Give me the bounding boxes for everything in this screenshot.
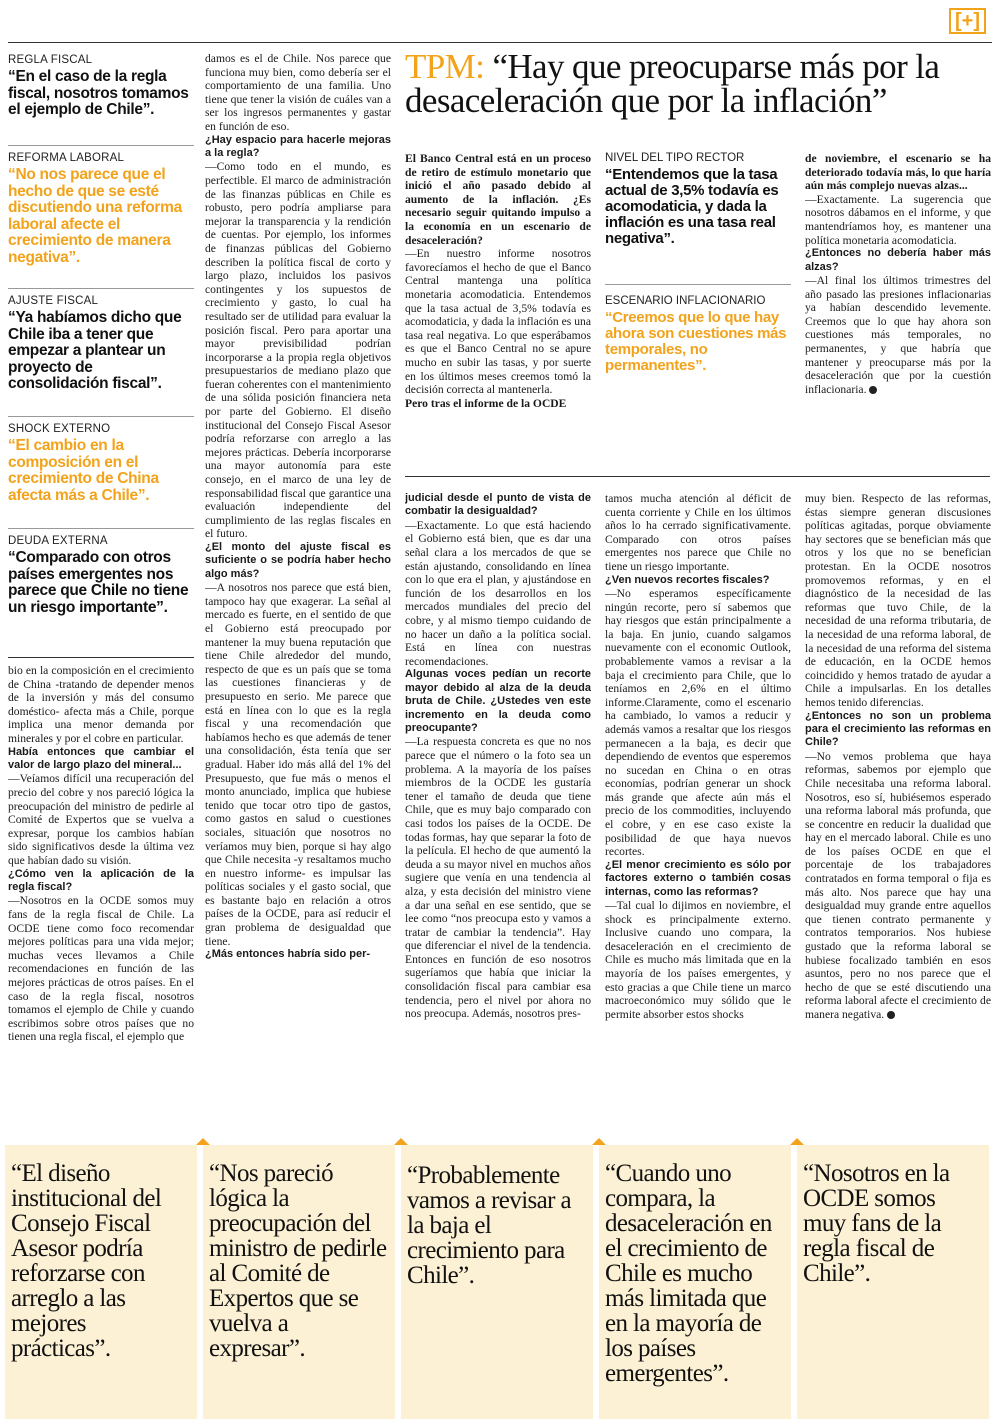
body-paragraph xyxy=(205,160,391,541)
headline xyxy=(405,47,990,120)
body-paragraph xyxy=(605,587,791,859)
pull-quote-marker xyxy=(196,1138,210,1145)
question xyxy=(405,152,591,247)
paragraph-text: Pero tras el informe de la OCDE xyxy=(405,396,567,410)
paragraph-text: ¿Más entonces habría sido per- xyxy=(205,948,371,961)
column-4-top-quotes xyxy=(605,152,791,374)
body-paragraph xyxy=(205,52,391,134)
paragraph-text: tamos mucha atención al déficit de cuenta corriente y Chile en los últimos años lo ha cerrado significativamente. Comparado con otros países emergentes nos parece que Chile no tiene un riesgo importante. xyxy=(605,492,791,573)
sidebar-quote: “Comparado con otros países emergentes nos parece que Chile no tiene un riesgo importante”. xyxy=(8,549,189,616)
body-paragraph xyxy=(405,519,591,669)
question xyxy=(205,541,391,581)
question xyxy=(605,574,791,587)
paragraph-text: ¿Ven nuevos recortes fiscales? xyxy=(605,573,770,586)
body-paragraph xyxy=(805,193,991,247)
paragraph-text: Algunas voces pedían un recorte mayor debido al alza de la deuda bruta de Chile. ¿Ustedes ven este incremento en la deuda como preocupante? xyxy=(405,668,591,734)
column-1-bottom xyxy=(8,664,194,1112)
headline-prefix: TPM: xyxy=(405,47,485,86)
side-quote: “Entendemos que la tasa actual de 3,5% todavía es acomodaticia, y dada la inflación es una tasa real negativa”. xyxy=(605,166,779,247)
paragraph-text: Había entonces que cambiar el valor de largo plazo del mineral... xyxy=(8,745,194,771)
sidebar-label: REGLA FISCAL xyxy=(8,54,93,66)
top-rule xyxy=(8,42,992,43)
sidebar-label: DEUDA EXTERNA xyxy=(8,535,108,547)
pull-quote-card xyxy=(203,1145,395,1419)
question xyxy=(205,134,391,161)
question xyxy=(605,859,791,899)
sidebar-label: AJUSTE FISCAL xyxy=(8,295,99,307)
question xyxy=(405,397,591,411)
pull-quote-card xyxy=(5,1145,197,1419)
pull-quote: “Probablemente vamos a revisar a la baja el crecimiento para Chile”. xyxy=(407,1162,572,1289)
body-paragraph xyxy=(805,274,991,396)
body-paragraph xyxy=(605,492,791,574)
pull-quote: “Nos pareció lógica la preocupación del ministro de pedirle al Comité de Expertos que se vuelva a expresar”. xyxy=(209,1160,387,1362)
paragraph-text: —A nosotros nos parece que está bien, tampoco hay que exagerar. La señal al mercado es fuerte, en el sentido de que el Gobierno está preocupado por mantener la muy buena reputación que tiene Chile alrededor del mundo, respecto de que es un país que se toma las cuestiones financieras y de presupuesto en serio. Me parece que está en línea con lo que es la regla fiscal y una recomendación que habíamos hecho es que además de tener una consolidación, ésta tenía que ser gradual. Haber ido más allá del 1% del Presupuesto, que fue más o menos el monto anunciado, implica que hubiese tenido que tocar otro tipo de gastos, como gastos en salud o cuestiones sociales, situación que nosotros no veríamos muy bien, porque si hay algo que Chile necesita -y resaltamos mucho en nuestro informe- es impulsar las políticas sociales y el gasto social, que es bastante bajo en relación a otros países de la OCDE, para así reducir el gran problema de desigualdad que tiene. xyxy=(205,581,391,948)
pull-quote-card xyxy=(797,1145,989,1419)
pull-quote: “Nosotros en la OCDE somos muy fans de la regla fiscal de Chile”. xyxy=(803,1160,950,1287)
pull-quote-marker xyxy=(790,1138,804,1145)
paragraph-text: ¿El menor crecimiento es sólo por factores externo o también cosas internas, como las reformas? xyxy=(605,858,791,898)
side-quote-block xyxy=(605,284,791,374)
paragraph-text: —Exactamente. La sugerencia que nosotros dábamos en el informe, y que mantendríamos hoy, es mantener una política monetaria acomodaticia. xyxy=(805,192,991,247)
question xyxy=(405,492,591,519)
paragraph-text: damos es el de Chile. Nos parece que funciona muy bien, como debería ser el comportamiento de una familia. Uno tiene que tener la visión de cuáles van a ser los ingresos permanentes y gastar en función de eso. xyxy=(205,52,391,133)
paragraph-text: —La respuesta concreta es que no nos parece que el número o la foto sea un problema. A la mayoría de los países miembros de la OCDE les gustaría tener el tamaño de deuda que tiene Chile, que es muy bajo comparado con casi todos los países de la OCDE. De todas formas, hay que separar la foto de la película. El hecho de que aumentó la deuda a su mayor nivel en muchos años sugiere que venía en una tendencia al alza, y esta decisión del ministro viene a dar una señal en ese sentido, que se lee como “nos preocupa esto y vamos a tratar de cambiar la tendencia”. Hay que diferenciar el nivel de la tendencia. Entonces en función de eso nosotros sugeríamos que había que iniciar la consolidación fiscal para cambiar esa tendencia, pero el nivel por ahora no nos preocupa. Además, nosotros pres- xyxy=(405,735,591,1021)
paragraph-text: —Al final los últimos trimestres del año pasado las presiones inflacionarias ya habían descendido levemente. Creemos que lo que hay ahora son cuestiones más temporales, no permanentes, y que habría que mantener y preocuparse más por la desaceleración que por la cuestión inflacionaria. xyxy=(805,273,991,396)
section-mark: [+] xyxy=(949,8,986,34)
body-paragraph xyxy=(805,492,991,710)
paragraph-text: —No esperamos específicamente ningún recorte, pero sí sabemos que hay riesgos que están principalmente a la baja. En junio, cuando salgamos nuevamente con el economic Outlook, probablemente vamos a revisar a la baja el crecimiento para Chile, que lo teníamos en 2,6% en el último informe.Claramente, como el escenario ha cambiado, lo vamos a reducir y además vamos a resaltar que los riesgos permanecen a la baja, es decir que dependiendo de eventos que esperemos no sucedan en China o en otras economías, podrían generar un shock más grande que afecte aún más el precio de los commodities, incluyendo el cobre, y en ese caso existe la posibilidad de que haya nuevos recortes. xyxy=(605,586,791,859)
paragraph-text: ¿Entonces no son un problema para el crecimiento las reformas en Chile? xyxy=(805,709,991,749)
paragraph-text: El Banco Central está en un proceso de retiro de estímulo monetario que inició el año pasado debido al aumento de la inflación. ¿Es necesario seguir quitando impulso a la economía en un escenario de desaceleración? xyxy=(405,152,591,247)
paragraph-text: ¿Hay espacio para hacerle mejoras a la regla? xyxy=(205,133,391,159)
pull-quote: “El diseño institucional del Consejo Fiscal Asesor podría reforzarse con arreglo a las mejores prácticas”. xyxy=(11,1160,162,1362)
sidebar-quote: “El cambio en la composición en el crecimiento de China afecta más a Chile”. xyxy=(8,437,159,504)
sidebar-label: REFORMA LABORAL xyxy=(8,152,125,164)
paragraph-text: —Tal cual lo dijimos en noviembre, el shock es principalmente externo. Inclusive cuando uno compara, la desaceleración en el crecimiento de Chile es mucho más limitada que en la mayoría de los países emergentes, y esto gracias a que Chile tiene un marco macroeconómico muy sólido que le permite absorber estos shocks xyxy=(605,899,791,1021)
paragraph-text: ¿El monto del ajuste fiscal es suficiente o se podría haber hecho algo más? xyxy=(205,541,391,580)
paragraph-text: —En nuestro informe nosotros favorecíamos el hecho de que el Banco Central mantenga una política monetaria acomodaticia. Entendemos que la tasa actual de 3,5% todavía es acomodaticia, y dada la inflación es una tasa real negativa. Lo que esperábamos es que el Banco Central no se apure mucho en subir las tasas, y por suerte en los últimos meses creemos tomó la decisión correcta al mantenerla. xyxy=(405,247,591,397)
question xyxy=(8,868,194,895)
section-rule xyxy=(405,476,990,477)
sidebar-bottom-rule xyxy=(8,657,194,658)
pull-quote-marker xyxy=(394,1138,408,1145)
paragraph-text: muy bien. Respecto de las reformas, éstas siempre generan discusiones políticas agitadas, porque obviamente hay sectores que se benefician más que otros y los que no se benefician protestan. En la OCDE nosotros promovemos reformas, y en el diagnóstico de la necesidad de las reformas que tuvo Chile, de la necesidad de una reforma tributaria, de la necesidad de una reforma laboral, de la necesidad de una reforma del sistema de educación, en la OCDE hemos coincidido y hemos tratado de ayudar a Chile a impulsarlas. En los detalles hemos tenido diferencias. xyxy=(805,492,991,709)
question xyxy=(805,710,991,750)
question xyxy=(205,948,391,961)
question xyxy=(405,668,591,735)
body-paragraph xyxy=(405,735,591,1020)
question xyxy=(805,152,991,193)
column-3-top xyxy=(405,152,591,442)
sidebar-quotes xyxy=(8,48,194,653)
body-paragraph xyxy=(8,772,194,867)
pull-quote-marker xyxy=(592,1138,606,1145)
paragraph-text: de noviembre, el escenario se ha deteriorado todavía más, lo que haría aún más complejo nuevas alzas... xyxy=(805,152,991,193)
paragraph-text: —Exactamente. Lo que está haciendo el Gobierno está bien, que es dar una señal clara a los mercados de que se están ajustando, consolidando en línea con lo que era el plan, y ajustándose en función de los desarrollos en los mercados mundiales del precio del cobre, y al mismo tiempo cuidando de no hacer un daño a la política social. Está en línea con nuestras recomendaciones. xyxy=(405,518,591,668)
pull-quote: “Cuando uno compara, la desaceleración en el crecimiento de Chile es mucho más limitada que en la mayoría de los países emergentes”. xyxy=(605,1160,772,1387)
sidebar-quote-block xyxy=(8,417,194,529)
side-quote-label: NIVEL DEL TIPO RECTOR xyxy=(605,152,745,164)
sidebar-quote: “En el caso de la regla fiscal, nosotros tomamos el ejemplo de Chile”. xyxy=(8,68,189,118)
body-paragraph xyxy=(8,894,194,1044)
body-paragraph xyxy=(605,899,791,1021)
column-5-top xyxy=(805,152,991,442)
paragraph-text: bio en la composición en el crecimiento de China -tratando de depender menos de la inversión y más del consumo doméstico- afecta más a Chile, porque implica una menor demanda por minerales y por el cobre en particular. xyxy=(8,664,194,745)
sidebar-quote-block xyxy=(8,289,194,417)
side-quote: “Creemos que lo que hay ahora son cuestiones más temporales, no permanentes”. xyxy=(605,309,787,374)
column-2 xyxy=(205,52,391,1114)
body-paragraph xyxy=(8,664,194,746)
question xyxy=(8,746,194,773)
sidebar-quote-block xyxy=(8,146,194,289)
paragraph-text: ¿Cómo ven la aplicación de la regla fiscal? xyxy=(8,867,194,893)
paragraph-text: —Nosotros en la OCDE somos muy fans de la regla fiscal de Chile. La OCDE tiene como foco recomendar mejores políticas para una vida mejor; muchas veces llevamos a Chile recomendaciones en función de las mejores prácticas de otros países. En el caso de la regla fiscal, nosotros tomamos el ejemplo de Chile y cuando escribimos sobre otros países que no tienen una regla fiscal, el ejemplo que xyxy=(8,894,194,1044)
sidebar-quote: “No nos parece que el hecho de que se esté discutiendo una reforma laboral afecte el crecimiento de manera negativa”. xyxy=(8,166,182,266)
paragraph-text: —Veíamos difícil una recuperación del precio del cobre y nos pareció lógica la preocupación del ministro de pedirle al Comité de Expertos que se vuelva a expresar, porque los cambios habían sido significativos desde la última vez que habían dado su visión. xyxy=(8,772,194,867)
body-paragraph xyxy=(805,750,991,1022)
pull-quote-card xyxy=(599,1145,791,1419)
paragraph-text: —No vemos problema que haya reformas, sabemos por ejemplo que Chile necesitaba una reforma laboral. Nosotros, eso sí, hubiésemos esperado una reforma laboral más profunda, que se concentre en reducir la dualidad que hay en el mercado laboral. Chile es uno de los países OCDE en que el porcentaje de los trabajadores contratados en forma temporal o fija es más alto. Nos parece que hay una desigualdad muy grande entre aquellos que tienen contrato permanente y contratos temporarios. Nos hubiese gustado que la reforma laboral se hubiese focalizado también en esos asuntos, pero no nos parece que el hecho de que se esté discutiendo una reforma laboral afecte el crecimiento de manera negativa. xyxy=(805,749,991,1021)
column-5-bottom xyxy=(805,492,991,1114)
sidebar-quote-block xyxy=(8,48,194,146)
body-paragraph xyxy=(405,247,591,397)
column-3-bottom xyxy=(405,492,591,1114)
sidebar-quote-block xyxy=(8,529,194,653)
body-paragraph xyxy=(205,581,391,948)
headline-text: “Hay que preocuparse más por la desaceleración que por la inflación” xyxy=(405,47,940,120)
side-quote-block xyxy=(605,152,791,284)
end-of-article-icon xyxy=(869,386,877,394)
paragraph-text: judicial desde el punto de vista de combatir la desigualdad? xyxy=(405,492,591,518)
sidebar-label: SHOCK EXTERNO xyxy=(8,423,111,435)
paragraph-text: ¿Entonces no debería haber más alzas? xyxy=(805,247,991,273)
pull-quote-card xyxy=(401,1145,593,1419)
side-quote-label: ESCENARIO INFLACIONARIO xyxy=(605,295,766,307)
column-4-bottom xyxy=(605,492,791,1114)
question xyxy=(805,247,991,274)
end-of-article-icon xyxy=(887,1011,895,1019)
sidebar-quote: “Ya habíamos dicho que Chile iba a tener que empezar a plantear un proyecto de consolidación fiscal”. xyxy=(8,309,182,392)
paragraph-text: —Como todo en el mundo, es perfectible. El marco de administración de las finanzas públicas en Chile es robusto, pero podría ampliarse para mejorar la transparencia y la rendición de cuentas. Por ejemplo, los informes de finanzas públicas del Gobierno describen la política fiscal de corto y largo plazo, incluidos los pasivos contingentes y los supuestos de crecimiento y gasto, lo cual ha resultado ser de utilidad para evaluar la posición fiscal. Pero para aportar una mayor previsibilidad podrían incorporarse a la propia regla objetivos presupuestarios de mediano plazo que fueran coherentes con el mantenimiento de una sólida posición financiera neta por parte del Gobierno. El diseño institucional del Consejo Fiscal Asesor podría reforzarse con arreglo a las mejores prácticas. Debería incorporarse una mayor autonomía para este consejo, en el marco de una ley de responsabilidad fiscal que garantice una evaluación independiente del cumplimiento de las reglas fiscales en el futuro. xyxy=(205,160,391,541)
